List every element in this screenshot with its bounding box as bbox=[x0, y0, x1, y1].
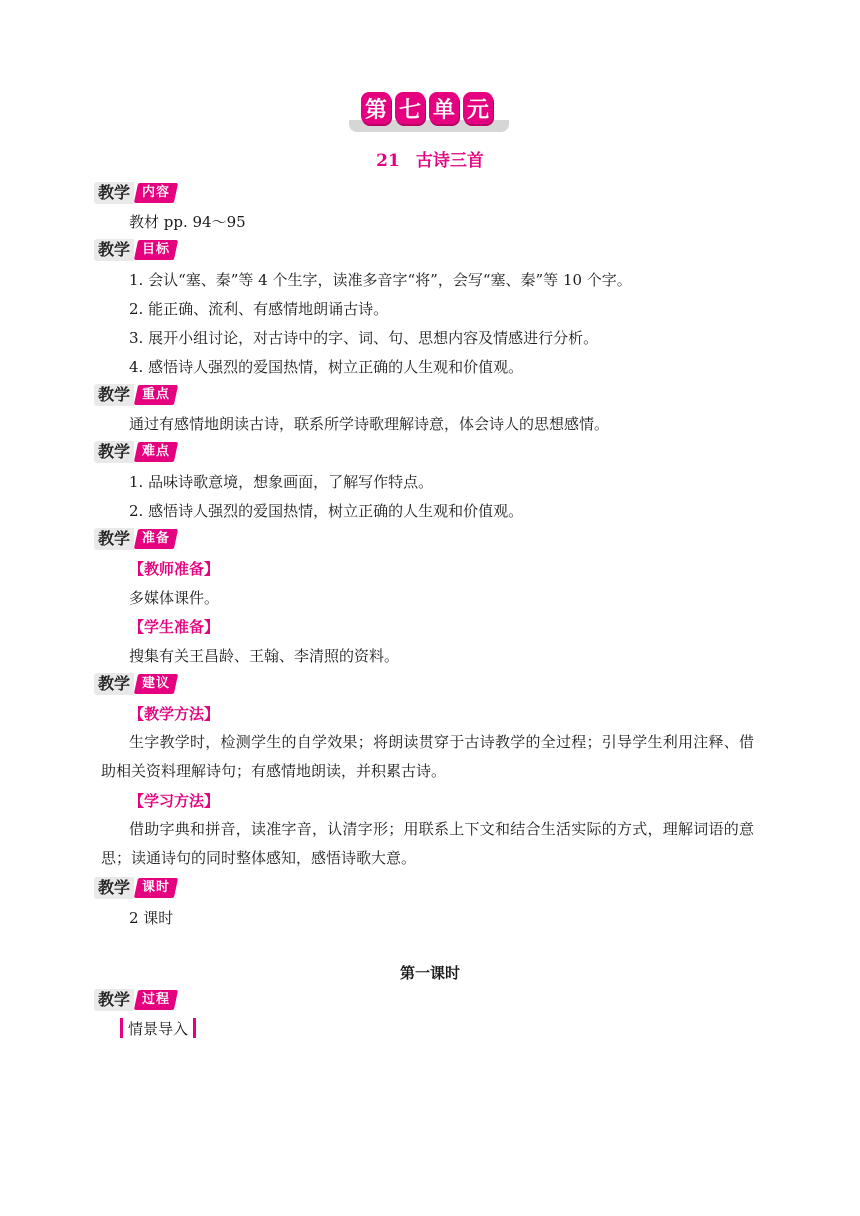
step-label: 情景导入 bbox=[128, 1019, 189, 1038]
section-tag-hours: 教学 课时 bbox=[94, 876, 176, 900]
period-title: 第一课时 bbox=[399, 964, 460, 982]
student-prep-label: 【学生准备】 bbox=[129, 618, 220, 636]
content-text: 教材 pp. 94～95 bbox=[129, 213, 246, 231]
hours-text: 2 课时 bbox=[129, 909, 174, 927]
section-tag-goals: 教学 目标 bbox=[94, 238, 176, 262]
lesson-number: 21 bbox=[376, 151, 400, 171]
teaching-method-label: 【教学方法】 bbox=[129, 705, 220, 723]
goal-item: 2. 能正确、流利、有感情地朗诵古诗。 bbox=[129, 300, 389, 318]
student-prep-text: 搜集有关王昌龄、王翰、李清照的资料。 bbox=[129, 647, 400, 665]
section-tag-prepare: 教学 准备 bbox=[94, 527, 176, 551]
unit-char: 七 bbox=[395, 92, 425, 124]
goal-item: 4. 感悟诗人强烈的爱国热情，树立正确的人生观和价值观。 bbox=[129, 358, 524, 376]
teaching-method-text: 生字教学时，检测学生的自学效果；将朗读贯穿于古诗教学的全过程；引导学生利用注释、借助相关资料理解诗句；有感情地朗读，并积累古诗。 bbox=[101, 733, 754, 780]
key-text: 通过有感情地朗读古诗，联系所学诗歌理解诗意，体会诗人的思想感情。 bbox=[129, 415, 610, 433]
unit-banner bbox=[349, 92, 509, 134]
section-tag-difficult: 教学 难点 bbox=[94, 440, 176, 464]
difficult-item: 1. 品味诗歌意境，想象画面，了解写作特点。 bbox=[129, 473, 434, 491]
section-tag-process: 教学 过程 bbox=[94, 988, 176, 1012]
teacher-prep-label: 【教师准备】 bbox=[129, 560, 220, 578]
difficult-item: 2. 感悟诗人强烈的爱国热情，树立正确的人生观和价值观。 bbox=[129, 502, 524, 520]
goal-item: 1. 会认“塞、秦”等 4 个生字，读准多音字“将”，会写“塞、秦”等 10 个字。 bbox=[129, 271, 632, 289]
goal-item: 3. 展开小组讨论，对古诗中的字、词、句、思想内容及情感进行分析。 bbox=[129, 329, 599, 347]
teacher-prep-text: 多媒体课件。 bbox=[129, 589, 220, 607]
lesson-title bbox=[0, 146, 860, 171]
unit-char: 单 bbox=[429, 92, 459, 124]
unit-char: 元 bbox=[463, 92, 493, 124]
learning-method-label: 【学习方法】 bbox=[129, 792, 220, 810]
section-tag-advice: 教学 建议 bbox=[94, 672, 176, 696]
unit-char: 第 bbox=[361, 92, 391, 124]
learning-method-text: 借助字典和拼音，读准字音，认清字形；用联系上下文和结合生活实际的方式，理解词语的意思；读通诗句的同时整体感知，感悟诗歌大意。 bbox=[101, 820, 754, 867]
lesson-name: 古诗三首 bbox=[415, 151, 484, 171]
section-tag-content: 教学 内容 bbox=[94, 181, 176, 205]
step-bar-right bbox=[193, 1018, 196, 1038]
step-tag bbox=[120, 1017, 196, 1039]
section-tag-key: 教学 重点 bbox=[94, 383, 176, 407]
